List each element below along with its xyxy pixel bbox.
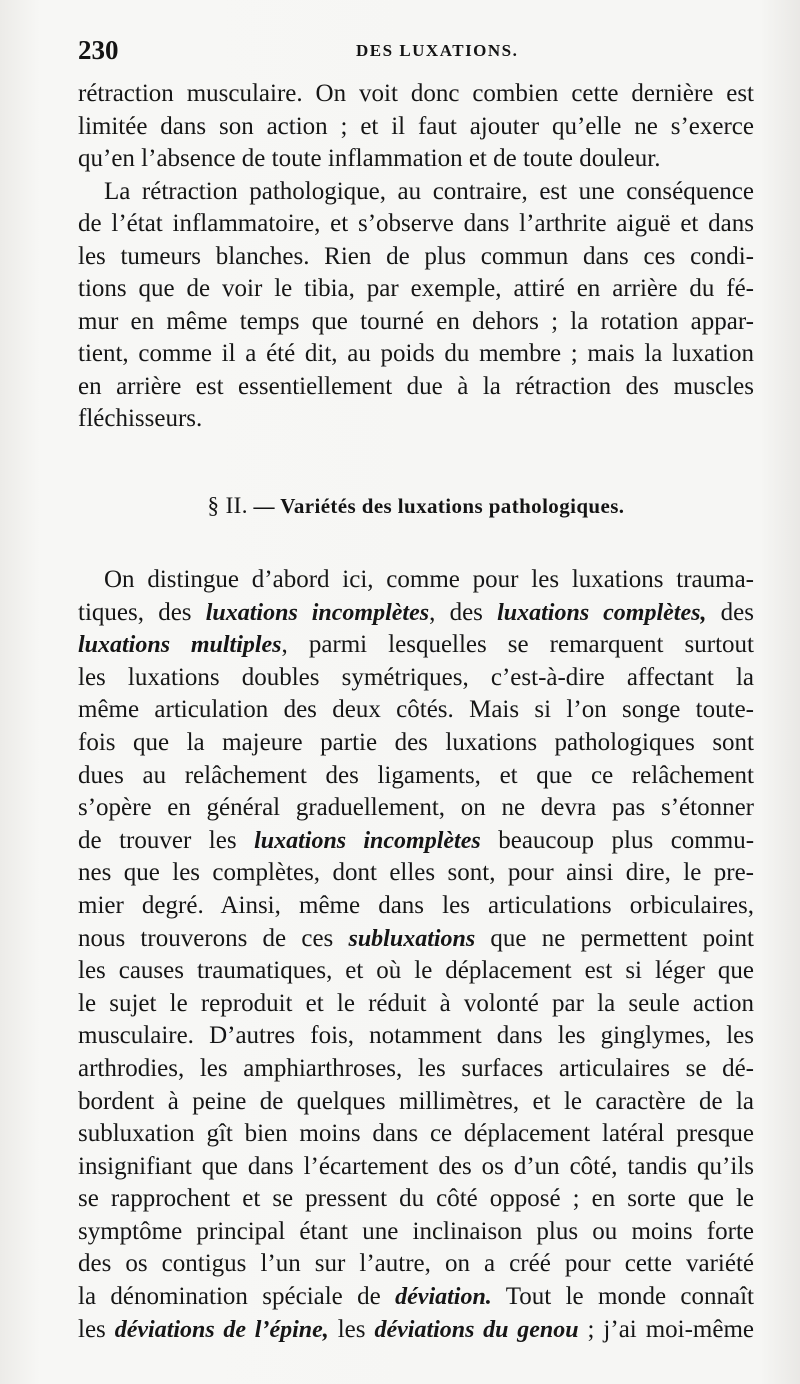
text-block-main xyxy=(78,564,754,1346)
text-line: même articulation des deux côtés. Mais si l’on songe toute- xyxy=(78,696,754,724)
text-line: nous trouverons de ces subluxations que ne permettent point xyxy=(78,924,755,952)
text-line: de l’état inflammatoire, et s’observe dans l’arthrite aiguë et dans xyxy=(78,210,754,237)
text-line: les causes traumatiques, et où le déplacement est si léger que xyxy=(78,957,754,985)
text-line: en arrière est essentiellement due à la rétraction des muscles xyxy=(78,372,754,400)
text-line: mier degré. Ainsi, même dans les articulations orbiculaires, xyxy=(78,891,754,919)
text-line: insignifiant que dans l’écartement des os d’un côté, tandis qu’ils xyxy=(78,1152,754,1180)
text-line: arthrodies, les amphiarthroses, les surfaces articulaires se dé- xyxy=(78,1054,754,1082)
text-line: luxations multiples, parmi lesquelles se remarquent surtout xyxy=(78,631,754,659)
text-line: s’opère en général graduellement, on ne devra pas s’étonner xyxy=(78,794,754,822)
section-heading xyxy=(78,490,754,522)
text-line: fois que la majeure partie des luxations pathologiques sont xyxy=(78,728,754,756)
text-line: fléchisseurs. xyxy=(78,405,203,432)
text-line: le sujet le reproduit et le réduit à volonté par la seule action xyxy=(78,989,754,1017)
text-line: subluxation gît bien moins dans ce déplacement latéral presque xyxy=(78,1120,754,1148)
text-line: des os contigus l’un sur l’autre, on a créé pour cette variété xyxy=(78,1250,754,1278)
text-line: tions que de voir le tibia, par exemple, attiré en arrière du fé- xyxy=(78,275,754,302)
text-line: La rétraction pathologique, au contraire, est une conséquence xyxy=(104,177,754,205)
text-line: les luxations doubles symétriques, c’est-à-dire affectant la xyxy=(78,663,754,691)
text-line: symptôme principal étant une inclinaison plus ou moins forte xyxy=(78,1217,754,1245)
text-block-top xyxy=(78,78,754,436)
page-number: 230 xyxy=(78,35,119,65)
text-line: les tumeurs blanches. Rien de plus commun dans ces condi- xyxy=(78,242,754,270)
text-line: tient, comme il a été dit, au poids du membre ; mais la luxation xyxy=(78,340,754,367)
section-dash: — xyxy=(253,494,275,518)
text-line: dues au relâchement des ligaments, et que ce relâchement xyxy=(78,761,754,789)
section-number: § II. xyxy=(207,493,248,518)
text-line: tiques, des luxations incomplètes, des luxations complètes, des xyxy=(78,598,755,626)
page-header xyxy=(78,34,762,66)
text-line: musculaire. D’autres fois, notamment dans les ginglymes, les xyxy=(78,1022,754,1050)
text-line: se rapprochent et se pressent du côté opposé ; en sorte que le xyxy=(78,1185,754,1213)
text-line: rétraction musculaire. On voit donc combien cette dernière est xyxy=(78,80,754,107)
text-line: de trouver les luxations incomplètes beaucoup plus commu- xyxy=(78,826,755,854)
text-line: limitée dans son action ; et il faut ajouter qu’elle ne s’exerce xyxy=(78,112,754,140)
text-line: la dénomination spéciale de déviation. Tout le monde connaît xyxy=(78,1283,754,1311)
text-line: qu’en l’absence de toute inflammation et de toute douleur. xyxy=(78,145,661,172)
running-head: DES LUXATIONS. xyxy=(356,41,519,60)
text-line: nes que les complètes, dont elles sont, pour ainsi dire, le pre- xyxy=(78,859,754,887)
text-line: les déviations de l’épine, les déviations du genou ; j’ai moi-même xyxy=(78,1315,754,1343)
section-title: Variétés des luxations pathologiques. xyxy=(280,494,625,518)
text-line: mur en même temps que tourné en dehors ; la rotation appar- xyxy=(78,307,754,335)
text-line: bordent à peine de quelques millimètres, et le caractère de la xyxy=(78,1087,754,1115)
text-line: On distingue d’abord ici, comme pour les luxations trauma- xyxy=(104,566,754,593)
